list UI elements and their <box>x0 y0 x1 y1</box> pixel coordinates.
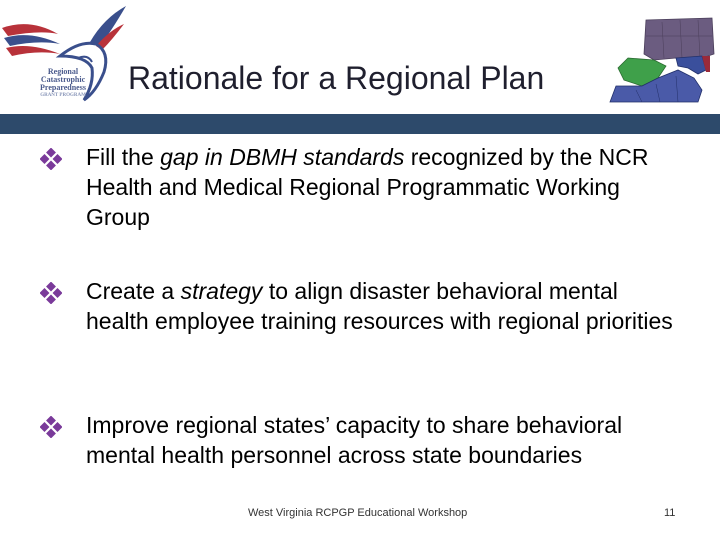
slide-footer: West Virginia RCPGP Educational Workshop <box>248 507 468 519</box>
diamond-bullet-icon <box>40 282 62 304</box>
bullet-emphasis: strategy <box>180 278 263 304</box>
logo-line-2: Catastrophic <box>40 75 86 84</box>
regional-map-icon <box>606 14 716 106</box>
slide-title: Rationale for a Regional Plan <box>128 60 545 96</box>
diamond-bullet-icon <box>40 148 62 170</box>
rcpgp-logo <box>0 0 130 108</box>
bullet-emphasis: gap in DBMH standards <box>160 144 405 170</box>
logo-line-3: Preparedness <box>40 83 86 92</box>
bullet-text-1: Fill the gap in DBMH standards recognized by the NCR Health and Medical Regional Programmatic Working Group <box>86 144 649 230</box>
bullet-text-2: Create a strategy to align disaster behavioral mental health employee training resources with regional priorities <box>86 278 673 334</box>
regional-map <box>606 14 716 106</box>
diamond-bullet-icon <box>40 416 62 438</box>
logo-line-1: Regional <box>47 67 79 76</box>
logo-wordmark <box>28 68 98 100</box>
logo-line-4: GRANT PROGRAM <box>40 93 86 98</box>
title-divider-band <box>0 114 720 134</box>
page-number: 11 <box>664 507 676 519</box>
bullet-text-3: Improve regional states’ capacity to share behavioral mental health personnel across state boundaries <box>86 412 623 468</box>
